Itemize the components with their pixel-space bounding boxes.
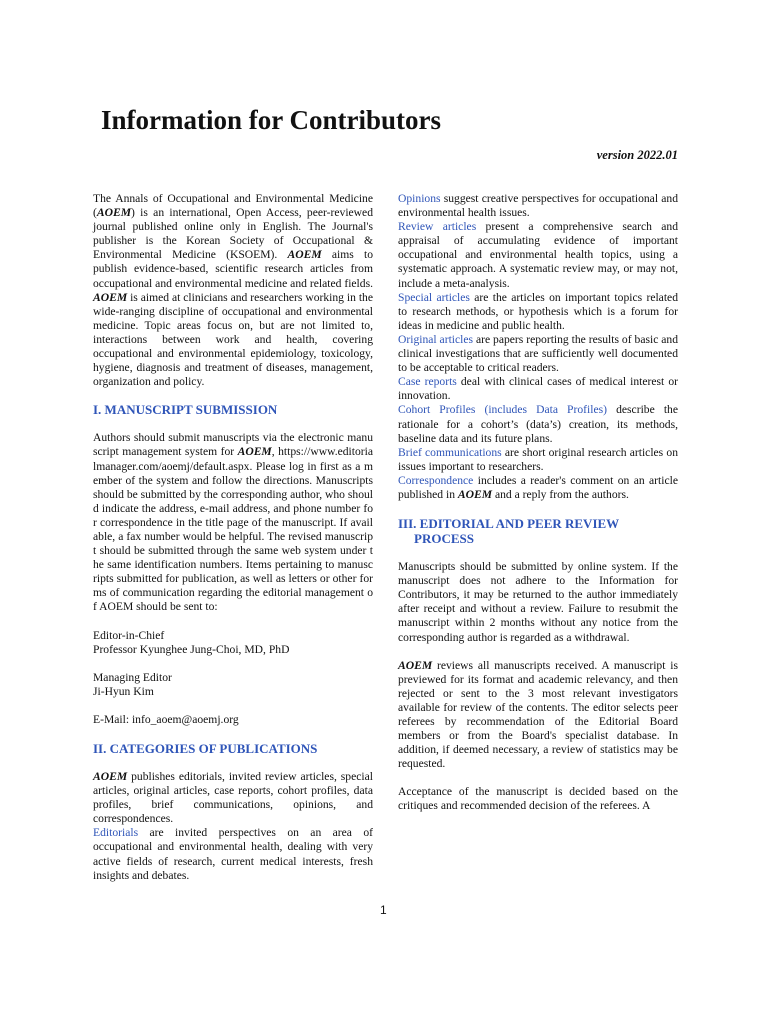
- managing-editor-block: Managing Editor Ji-Hyun Kim: [93, 670, 172, 698]
- category-review-articles: Review articles present a comprehensive search and appraisal of accumulating evidence of important occupational and environmental health topics, using a systematic approach. A systematic review may, or may not, include a meta-analysis.: [398, 220, 678, 290]
- category-opinions: Opinions suggest creative perspectives for occupational and environmental health issues.: [398, 192, 678, 220]
- page-number: 1: [380, 903, 387, 917]
- category-correspondence: Correspondence includes a reader's comment on an article published in AOEM and a reply from the authors.: [398, 473, 678, 501]
- category-cohort-profiles: Cohort Profiles (includes Data Profiles) describe the rationale for a cohort’s (data’s) creation, its methods, baseline data and its future plans.: [398, 403, 678, 445]
- review-paragraph-3: Acceptance of the manuscript is decided based on the critiques and recommended decision of the referees. A: [398, 785, 678, 813]
- review-paragraph-2: AOEM reviews all manuscripts received. A manuscript is previewed for its format and academic relevancy, and then rejected or sent to the 3 most relevant investigators available for review of the contents. The editor selects peer referees by recommendation of the Editorial Board members or from the Board's specialist database. In addition, if deemed necessary, a review of statistics may be requested.: [398, 658, 678, 771]
- category-special-articles: Special articles are the articles on important topics related to research methods, or hypothesis which is a forum for ideas in medicine and public health.: [398, 290, 678, 332]
- page-title: Information for Contributors: [101, 105, 441, 135]
- categories-intro: AOEM publishes editorials, invited review articles, special articles, original articles, case reports, cohort profiles, data profiles, brief communications, opinions, and correspondences.: [93, 770, 373, 826]
- version-label: version 2022.01: [596, 148, 678, 162]
- submission-paragraph: Authors should submit manuscripts via the electronic manuscript management system for AOEM, https://www.editorialmanager.com/aoemj/default.aspx. Please log in first as a member of the system and follow the directions. Manuscripts should be submitted by the corresponding author, who should indicate the address, e-mail address, and phone number for correspondence in the title page of the manuscript. If available, a fax number would be helpful. The revised manuscript should be submitted through the same web system under the same identification numbers. Items pertaining to manuscripts submitted for publication, as well as letters or other forms of communication regarding the editorial management of AOEM should be sent to:: [93, 431, 374, 614]
- section-heading-editorial-review: III. EDITORIAL AND PEER REVIEW PROCESS: [398, 516, 620, 547]
- right-column: [398, 192, 678, 814]
- left-column: [93, 192, 373, 883]
- intro-paragraph: The Annals of Occupational and Environmental Medicine (AOEM) is an international, Open Access, peer-reviewed journal published online only in English. The Journal's publisher is the Korean Society of Occupational & Environmental Medicine (KSOEM). AOEM aims to publish evidence-based, scientific research articles from occupational and environmental medicine and related fields. AOEM is aimed at clinicians and researchers working in the wide-ranging discipline of occupational and environmental medicine. Topic areas focus on, but are not limited to, interactions between work and health, covering occupational and environmental epidemiology, toxicology, hygiene, diagnosis and treatment of diseases, management, organization and policy.: [93, 192, 373, 389]
- category-brief-communications: Brief communications are short original research articles on issues important to researchers.: [398, 445, 678, 473]
- contact-email: E-Mail: info_aoem@aoemj.org: [93, 712, 239, 726]
- section-heading-manuscript-submission: I. MANUSCRIPT SUBMISSION: [93, 402, 278, 418]
- section-heading-categories: II. CATEGORIES OF PUBLICATIONS: [93, 741, 318, 756]
- category-case-reports: Case reports deal with clinical cases of medical interest or innovation.: [398, 375, 678, 403]
- review-paragraph-1: Manuscripts should be submitted by online system. If the manuscript does not adhere to the Information for Contributors, it may be returned to the author immediately after receipt and without a review. Failure to resubmit the manuscript within 2 months without any notice from the corresponding author is regarded as a withdrawal.: [398, 560, 678, 644]
- editor-in-chief-block: Editor-in-Chief Professor Kyunghee Jung-Choi, MD, PhD: [93, 628, 290, 656]
- category-editorials: Editorials are invited perspectives on an area of occupational and environmental health, dealing with very active fields of research, current medical interests, fresh insights and debates.: [93, 826, 373, 882]
- category-original-articles: Original articles are papers reporting the results of basic and clinical investigations that are sufficiently well documented to be acceptable to critical readers.: [398, 332, 679, 375]
